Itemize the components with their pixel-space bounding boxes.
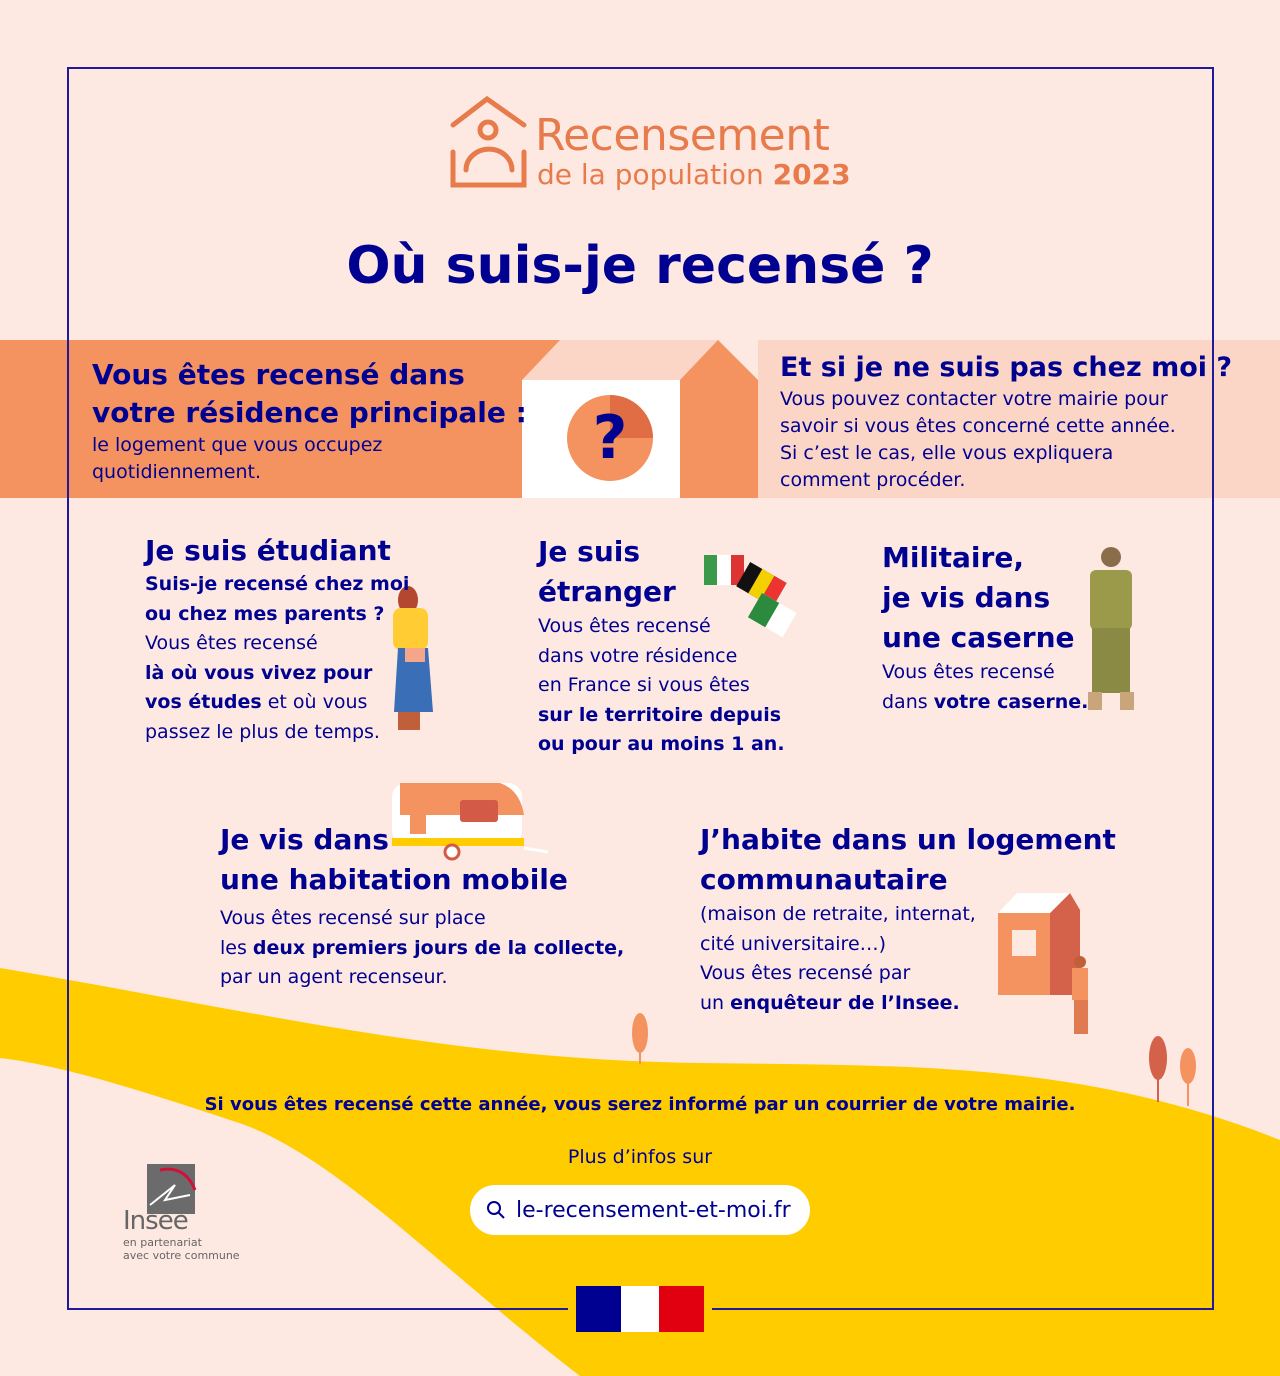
community-bold-1: enquêteur de l’Insee. [730, 991, 960, 1014]
military-heading-3: une caserne [882, 621, 1075, 654]
banner-left-heading-2: votre résidence principale : [92, 396, 527, 429]
mobile-text-3: par un agent recenseur. [220, 966, 448, 988]
insee-logo [123, 1206, 240, 1262]
mobile-text-2: les [220, 936, 253, 959]
military-text-1: Vous êtes recensé [882, 661, 1055, 683]
foreigner-text-1: Vous êtes recensé [538, 615, 711, 637]
banner-right-line: savoir si vous êtes concerné cette année. [780, 415, 1176, 437]
military-text-2: dans [882, 690, 934, 713]
section-community-housing [700, 820, 1116, 1018]
logo-subtitle-text: de la population [537, 158, 764, 191]
community-text-3: Vous êtes recensé par [700, 962, 911, 984]
search-icon [486, 1200, 506, 1220]
community-text-4: un [700, 991, 731, 1014]
community-heading-1: J’habite dans un logement [700, 823, 1116, 856]
frame-bottom-left [67, 1308, 568, 1310]
website-url[interactable]: le-recensement-et-moi.fr [516, 1197, 791, 1223]
banner-left [92, 356, 527, 486]
foreigner-heading-2: étranger [538, 575, 676, 608]
community-text-1: (maison de retraite, internat, [700, 903, 976, 925]
military-heading-1: Militaire, [882, 541, 1024, 574]
section-foreigner [538, 532, 785, 760]
banner-left-text-2: quotidiennement. [92, 461, 261, 483]
section-mobile-home [220, 820, 624, 993]
student-bold-1: là où vous vivez pour [145, 661, 373, 684]
banner-right-line: comment procéder. [780, 469, 966, 491]
foreigner-text-3: en France si vous êtes [538, 674, 750, 696]
logo-subtitle [537, 158, 851, 191]
military-bold-1: votre caserne. [933, 690, 1089, 713]
website-link[interactable] [470, 1185, 810, 1235]
foreigner-text-2: dans votre résidence [538, 644, 738, 667]
student-bold-2: vos études [145, 691, 262, 713]
foreigner-bold-1: sur le territoire depuis [538, 703, 782, 726]
student-text-3: passez le plus de temps. [145, 720, 380, 743]
insee-wordmark: Insee [123, 1206, 188, 1236]
student-question-1: Suis-je recensé chez moi [145, 573, 410, 595]
mobile-heading-2: une habitation mobile [220, 863, 568, 896]
mobile-bold-1: deux premiers jours de la collecte, [252, 936, 625, 959]
student-text-1: Vous êtes recensé [145, 632, 318, 654]
section-military [882, 538, 1088, 717]
military-heading-2: je vis dans [882, 581, 1051, 614]
insee-partner-1: en partenariat [123, 1236, 202, 1249]
svg-text:?: ? [592, 403, 628, 473]
section-student [145, 532, 409, 747]
community-heading-2: communautaire [700, 863, 948, 896]
footer-notice: Si vous êtes recensé cette année, vous serez informé par un courrier de votre mairie. [204, 1094, 1076, 1115]
banner-left-text-1: le logement que vous occupez [92, 434, 383, 456]
mobile-heading-1: Je vis dans [220, 823, 389, 856]
banner-right-line: Vous pouvez contacter votre mairie pour [780, 388, 1168, 410]
student-heading: Je suis étudiant [145, 534, 391, 567]
more-info-label: Plus d’infos sur [567, 1146, 713, 1168]
foreigner-bold-2: ou pour au moins 1 an. [538, 733, 785, 755]
banner-right [780, 350, 1232, 494]
banner-left-heading-1: Vous êtes recensé dans [92, 358, 465, 391]
student-text-2: et où vous [261, 691, 368, 713]
insee-partner-2: avec votre commune [123, 1249, 240, 1262]
banner-right-heading: Et si je ne suis pas chez moi ? [780, 352, 1233, 383]
banner-right-line: Si c’est le cas, elle vous expliquera [780, 442, 1114, 464]
logo-year: 2023 [772, 158, 851, 191]
page-title: Où suis-je recensé ? [346, 236, 934, 296]
frame-bottom-right [712, 1308, 1214, 1310]
student-question-2: ou chez mes parents ? [145, 602, 385, 625]
mobile-text-1: Vous êtes recensé sur place [220, 907, 486, 929]
foreigner-heading-1: Je suis [538, 535, 641, 568]
logo-title: Recensement [535, 110, 830, 161]
community-text-2: cité universitaire…) [700, 932, 887, 955]
